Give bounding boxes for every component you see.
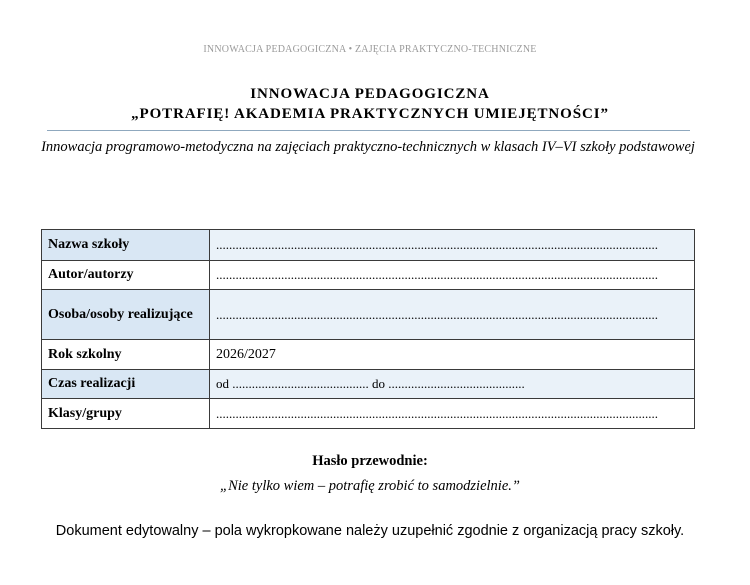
motto-text: „Nie tylko wiem – potrafię zrobić to samodzielnie.” (220, 478, 520, 494)
authors-field[interactable]: ........................................................................................................................................ (210, 261, 695, 290)
school-name-field[interactable]: ........................................................................................................................................ (210, 230, 695, 261)
title-line-1: INNOWACJA PEDAGOGICZNA (250, 86, 490, 102)
title-divider (47, 130, 690, 131)
row-label-school-name: Nazwa szkoły (42, 230, 210, 261)
duration-field[interactable]: od .......................................... do .......................................... (210, 370, 695, 399)
table-row (42, 399, 695, 429)
row-label-classes: Klasy/grupy (42, 399, 210, 429)
implementers-field[interactable]: ........................................................................................................................................ (210, 290, 695, 340)
motto-label: Hasło przewodnie: (312, 453, 428, 469)
table-row (42, 261, 695, 290)
row-label-implementers: Osoba/osoby realizujące (42, 290, 210, 340)
table-row (42, 340, 695, 370)
classes-field[interactable]: ........................................................................................................................................ (210, 399, 695, 429)
table-row (42, 230, 695, 261)
table-row (42, 290, 695, 340)
subtitle: Innowacja programowo-metodyczna na zajęciach praktyczno-technicznych w klasach IV–VI szkoły podstawowej (41, 139, 695, 155)
school-year-field[interactable]: 2026/2027 (210, 340, 695, 370)
running-head: INNOWACJA PEDAGOGICZNA • ZAJĘCIA PRAKTYCZNO-TECHNICZNE (203, 44, 537, 55)
title-line-2: „POTRAFIĘ! AKADEMIA PRAKTYCZNYCH UMIEJĘTNOŚCI” (131, 106, 609, 122)
footer-note: Dokument edytowalny – pola wykropkowane należy uzupełnić zgodnie z organizacją pracy szkoły. (55, 523, 685, 539)
school-info-table (41, 229, 695, 429)
row-label-school-year: Rok szkolny (42, 340, 210, 370)
row-label-duration: Czas realizacji (42, 370, 210, 399)
row-label-authors: Autor/autorzy (42, 261, 210, 290)
table-row (42, 370, 695, 399)
